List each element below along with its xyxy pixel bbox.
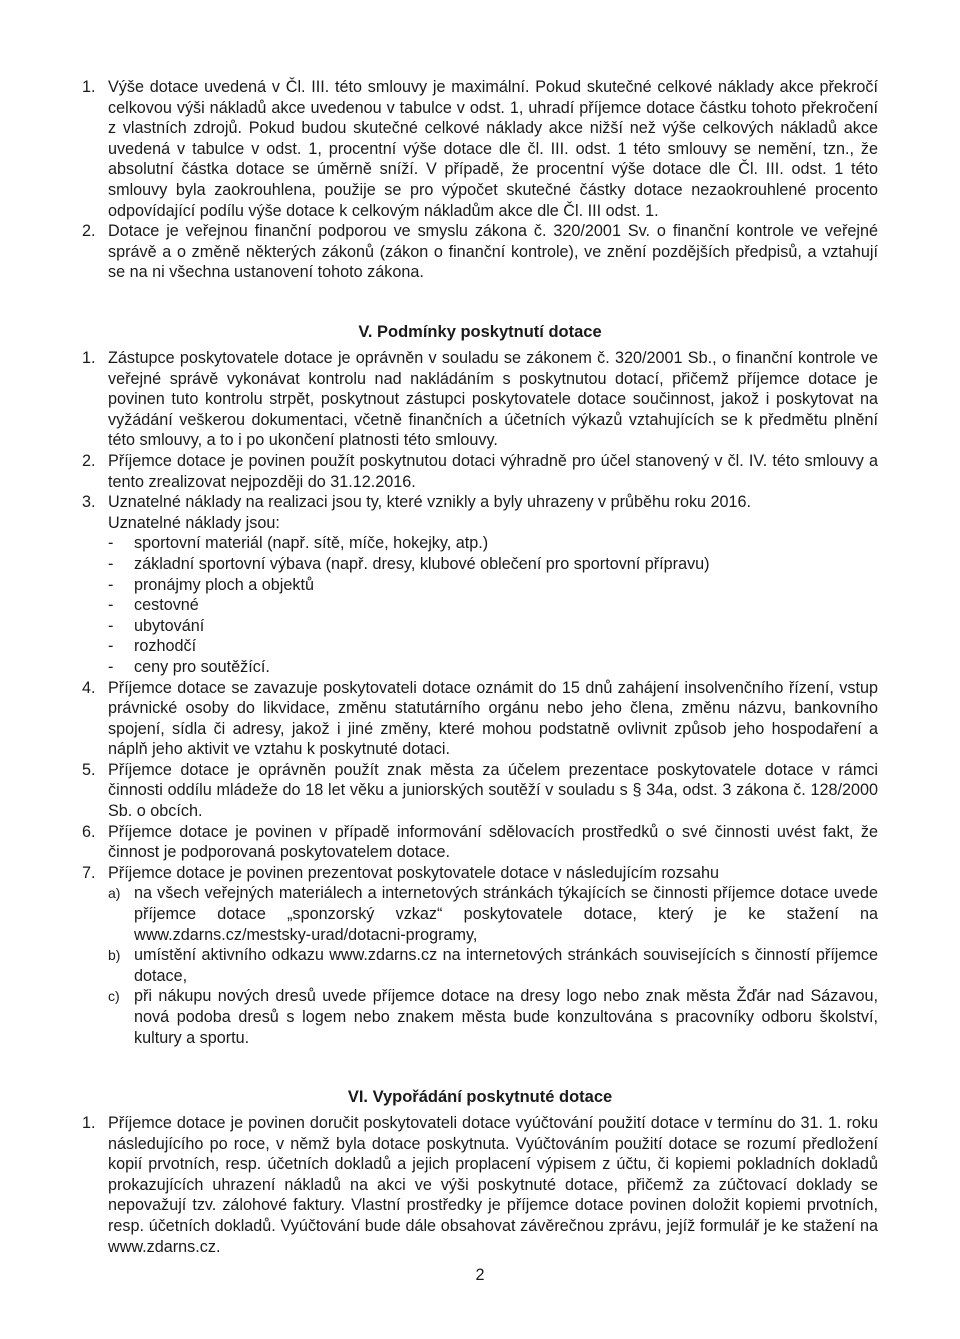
sub-item: [108, 883, 878, 945]
list-item: [82, 451, 878, 492]
cost-list-text: ceny pro soutěžící.: [134, 657, 270, 676]
dash-marker: -: [108, 534, 114, 553]
item-number: 1.: [82, 1114, 96, 1132]
item-text: Uznatelné náklady na realizaci jsou ty, které vznikly a byly uhrazeny v průběhu roku 2016.: [108, 493, 752, 512]
cost-list-text: rozhodčí: [134, 637, 197, 656]
cost-list-text: sportovní materiál (např. sítě, míče, hokejky, atp.): [134, 534, 489, 553]
cost-list-item: [108, 575, 878, 596]
sub-item-text: na všech veřejných materiálech a internetových stránkách týkajících se činnosti příjemce dotace uvede příjemce dotace „sponzorský vzkaz“ poskytovatele dotace, který je ke stažení na www.zdarns.cz/mestsky-urad/dotacni-programy,: [134, 884, 878, 944]
cost-list-text: ubytování: [134, 616, 205, 635]
sub-item-letter: c): [108, 988, 120, 1005]
item-number: 2.: [82, 451, 96, 470]
item-text: Příjemce dotace je povinen použít poskytnutou dotaci výhradně pro účel stanovený v čl. IV. této smlouvy a tento zrealizovat nejpozději do 31.12.2016.: [108, 451, 878, 491]
item-text: Příjemce dotace je povinen v případě informování sdělovacích prostředků o své činnosti uvést fakt, že činnost je podporovaná poskytovatelem dotace.: [108, 822, 878, 862]
list-item: [82, 492, 878, 677]
dash-marker: -: [108, 596, 114, 615]
cost-list-item: [108, 636, 878, 657]
dash-marker: -: [108, 637, 114, 656]
item-text: Příjemce dotace je povinen prezentovat poskytovatele dotace v následujícím rozsahu: [108, 863, 719, 882]
list-item: [82, 348, 878, 451]
item-number: 7.: [82, 863, 96, 882]
dash-marker: -: [108, 616, 114, 635]
dash-marker: -: [108, 554, 114, 573]
dash-marker: -: [108, 575, 114, 594]
item-text-2: Uznatelné náklady jsou:: [108, 513, 280, 532]
section-5-body: [82, 348, 878, 1048]
section-5-heading: V. Podmínky poskytnutí dotace: [358, 323, 602, 341]
list-item: [82, 678, 878, 760]
list-item: [82, 760, 878, 822]
sub-item-text: umístění aktivního odkazu www.zdarns.cz na internetových stránkách souvisejících s činností příjemce dotace,: [134, 946, 878, 985]
item-number: 4.: [82, 678, 96, 697]
section-4-continuation: [82, 77, 878, 283]
section-6-heading: VI. Vypořádání poskytnuté dotace: [347, 1088, 613, 1106]
section-6-body: [82, 1113, 878, 1257]
list-item: [82, 77, 878, 221]
list-item: [82, 863, 878, 1048]
page-number: 2: [475, 1266, 485, 1284]
item-number: 2.: [82, 222, 96, 241]
item-text: Příjemce dotace je oprávněn použít znak města za účelem prezentace poskytovatele dotace v rámci činnosti oddílu mládeže do 18 let věku a juniorských soutěží v souladu s § 34a, odst. 3 zákona č. 128/2000 Sb. o obcích.: [108, 760, 878, 821]
item-text: Příjemce dotace je povinen doručit poskytovateli dotace vyúčtování použití dotace v termínu do 31. 1. roku následujícího po roce, v němž byla dotace poskytnuta. Vyúčtováním použití dotace se rozumí předložení kopií prvotních, resp. účetních dokladů a jejich proplacení výpisem z účtu, či kopiemi pokladních dokladů prokazujících uhrazení nákladů na akci ve výši poskytnuté dotace, přičemž za zúčtovací doklady se nepovažují tzv. zálohové faktury. Vlastní prostředky je příjemce dotace povinen doložit kopiemi prvotních, resp. účetních dokladů. Vyúčtování bude dále obsahovat závěrečnou zprávu, jejíž formulář je ke stažení na www.zdarns.cz.: [108, 1114, 878, 1256]
cost-list-item: [108, 657, 878, 678]
cost-list-text: cestovné: [134, 596, 199, 615]
item-number: 1.: [82, 78, 96, 96]
sub-item-text: při nákupu nových dresů uvede příjemce dotace na dresy logo nebo znak města Žďár nad Sázavou, nová podoba dresů s logem nebo znakem města bude konzultována s pracovníky odboru školství, kultury a sportu.: [134, 987, 878, 1047]
dash-marker: -: [108, 657, 114, 676]
item-text: Zástupce poskytovatele dotace je oprávněn v souladu se zákonem č. 320/2001 Sb., o finanční kontrole ve veřejné správě vykonávat kontrolu nad nakládáním s poskytnutou dotací, přičemž příjemce dotace je povinen tuto kontrolu strpět, poskytnout zástupci poskytovatele dotace součinnost, jakož i poskytovat na vyžádání veškerou dokumentaci, včetně finančních a účetních výkazů vztahujících se k předmětu plnění této smlouvy, a to i po ukončení platnosti této smlouvy.: [108, 349, 878, 450]
cost-list-text: pronájmy ploch a objektů: [134, 575, 314, 594]
list-item: [82, 221, 878, 283]
sub-item-letter: a): [108, 885, 121, 902]
sub-item: [108, 986, 878, 1048]
item-text: Příjemce dotace se zavazuje poskytovateli dotace oznámit do 15 dnů zahájení insolvenčního řízení, vstup právnické osoby do likvidace, změnu statutárního orgánu nebo jeho člena, změnu názvu, bankovního spojení, sídla či adresy, jakož i jiné změny, které mohou podstatně ovlivnit způsob jeho hospodaření a náplň jeho aktivit ve vztahu k poskytnuté dotaci.: [108, 678, 878, 759]
cost-list-item: [108, 533, 878, 554]
sub-item-letter: b): [108, 947, 121, 964]
item-number: 5.: [82, 760, 96, 779]
cost-list-item: [108, 554, 878, 575]
item-text: Výše dotace uvedená v Čl. III. této smlouvy je maximální. Pokud skutečné celkové náklady akce překročí celkovou výši nákladů akce uvedenou v tabulce v odst. 1, uhradí příjemce dotace částku tohoto překročení z vlastních zdrojů. Pokud budou skutečné celkové náklady akce nižší než výše celkových nákladů akce uvedená v tabulce v odst. 1, procentní výše dotace dle čl. III. odst. 1 této smlouvy se nemění, tzn., že absolutní částka dotace se úměrně sníží. V případě, že procentní výše dotace dle Čl. III. odst. 1 této smlouvy byla zaokrouhlena, použije se pro výpočet skutečné částky dotace nezaokrouhlené procento odpovídající podílu výše dotace k celkovým nákladům akce dle Čl. III odst. 1.: [108, 78, 878, 220]
cost-list-text: základní sportovní výbava (např. dresy, klubové oblečení pro sportovní přípravu): [134, 554, 710, 573]
item-number: 6.: [82, 822, 96, 841]
item-text: Dotace je veřejnou finanční podporou ve smyslu zákona č. 320/2001 Sv. o finanční kontrole ve veřejné správě a o změně některých zákonů (zákon o finanční kontrole), ve znění pozdějších předpisů, a vztahují se na ni všechna ustanovení tohoto zákona.: [108, 222, 878, 282]
sub-item: [108, 945, 878, 986]
list-item: [82, 1113, 878, 1257]
cost-list-item: [108, 616, 878, 637]
list-item: [82, 822, 878, 863]
item-number: 3.: [82, 493, 96, 512]
item-number: 1.: [82, 349, 96, 367]
cost-list-item: [108, 595, 878, 616]
